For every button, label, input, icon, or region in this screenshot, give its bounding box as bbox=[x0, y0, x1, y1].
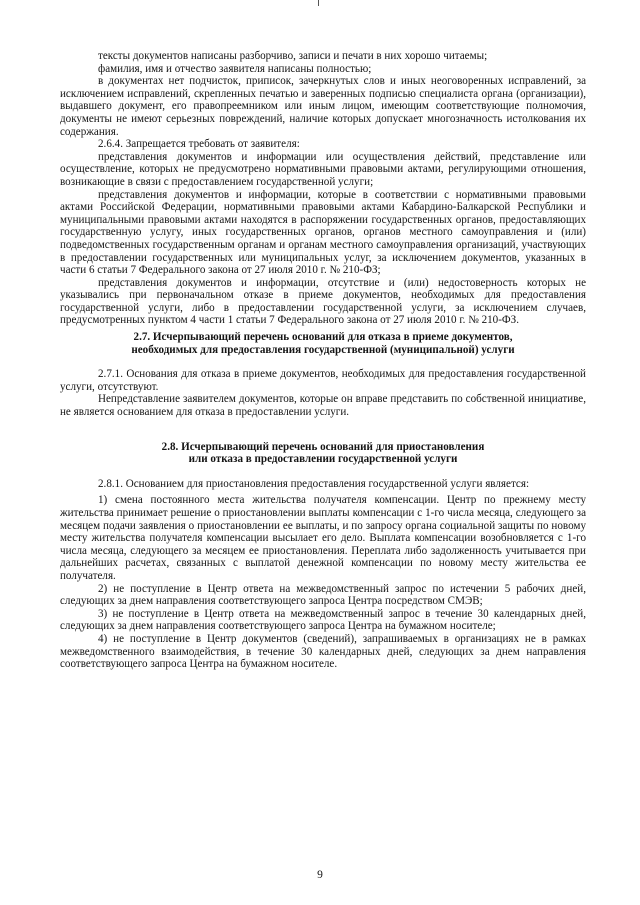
paragraph: представления документов и информации, отсутствие и (или) недостоверность которых не указывались при первоначальном отказе в приеме документов, необходимых для предоставления государственной услуги, либо в предоставлении государственной услуги, за исключением случаев, предусмотренных пунктом 4 части 1 статьи 7 Федерального закона от 27 июля 2010 г. № 210-ФЗ. bbox=[60, 276, 586, 327]
page-number: 9 bbox=[317, 869, 323, 881]
paragraph: фамилия, имя и отчество заявителя написаны полностью; bbox=[98, 62, 372, 75]
paragraph: 4) не поступление в Центр документов (сведений), запрашиваемых в организациях не в рамках межведомственного взаимодействия, в течение 30 календарных дней, следующих за днем направления соответствующего запроса Центра на бумажном носителе. bbox=[60, 632, 586, 671]
paragraph: тексты документов написаны разборчиво, записи и печати в них хорошо читаемы; bbox=[98, 50, 488, 62]
heading-line: или отказа в предоставлении государственной услуги bbox=[188, 453, 458, 466]
scan-mark bbox=[318, 0, 319, 6]
paragraph: 2.7.1. Основания для отказа в приеме документов, необходимых для предоставления государственной услуги, отсутствуют. bbox=[60, 368, 586, 393]
paragraph: 1) смена постоянного места жительства получателя компенсации. Центр по прежнему месту жительства принимает решение о приостановлении выплаты компенсации с 1-го числа месяца, следующего за месяцем подачи заявления о приостановлении ее выплаты, и по запросу органа социальной защиты по новому месту жительства получателя компенсации высылает его дело. Выплата компенсации возобновляется с 1-го числа месяца, следующего за месяцем ее приостановления. Переплата либо задолженность учитывается при дальнейших расчетах, связанных с выплатой денежной компенсации по новому месту жительства ее получателя. bbox=[60, 494, 586, 582]
heading-line: 2.8. Исчерпывающий перечень оснований для приостановления bbox=[161, 440, 485, 453]
paragraph: 2) не поступление в Центр ответа на межведомственный запрос по истечении 5 рабочих дней, следующих за днем направления соответствующего запроса Центра посредством СМЭВ; bbox=[60, 582, 586, 608]
paragraph: Непредставление заявителем документов, которые он вправе представить по собственной инициативе, не является основанием для отказа в предоставлении услуги. bbox=[60, 393, 586, 419]
paragraph: в документах нет подчисток, приписок, зачеркнутых слов и иных неоговоренных исправлений, за исключением исправлений, скрепленных печатью и заверенных подписью специалиста органа (организации), выдавшего документ, его правопреемником или иным лицом, имеющим соответствующие полномочия, документы не имеют серьезных повреждений, наличие которых допускает многозначность истолкования их содержания. bbox=[60, 75, 586, 138]
paragraph: 2.6.4. Запрещается требовать от заявителя: bbox=[98, 138, 300, 151]
paragraph: 2.8.1. Основанием для приостановления предоставления государственной услуги является: bbox=[98, 477, 530, 490]
paragraph: представления документов и информации, которые в соответствии с нормативными правовыми актами Российской Федерации, нормативными правовыми актами Кабардино-Балкарской Республики и муниципальными правовыми актами находятся в распоряжении государственных органов, предоставляющих государственную услугу, иных государственных органов, органов местного самоуправления и (или) подведомственных государственным органам и органам местного самоуправления организаций, участвующих в предоставлении государственных или муниципальных услуг, за исключением документов, указанных в части 6 статьи 7 Федерального закона от 27 июля 2010 г. № 210-ФЗ; bbox=[60, 188, 586, 277]
page-content bbox=[60, 50, 586, 671]
section-heading-2-8 bbox=[60, 441, 586, 466]
heading-line: необходимых для предоставления государственной (муниципальной) услуги bbox=[131, 343, 515, 356]
paragraph: представления документов и информации или осуществления действий, представление или осуществление, которых не предусмотрено нормативными правовыми актами, регулирующими отношения, возникающие в связи с предоставлением государственной услуги; bbox=[60, 150, 586, 188]
heading-line: 2.7. Исчерпывающий перечень оснований для отказа в приеме документов, bbox=[133, 331, 513, 344]
section-heading-2-7 bbox=[60, 331, 586, 356]
paragraph: 3) не поступление в Центр ответа на межведомственный запрос в течение 30 календарных дней, следующих за днем направления соответствующего запроса Центра на бумажном носителе; bbox=[60, 607, 586, 633]
